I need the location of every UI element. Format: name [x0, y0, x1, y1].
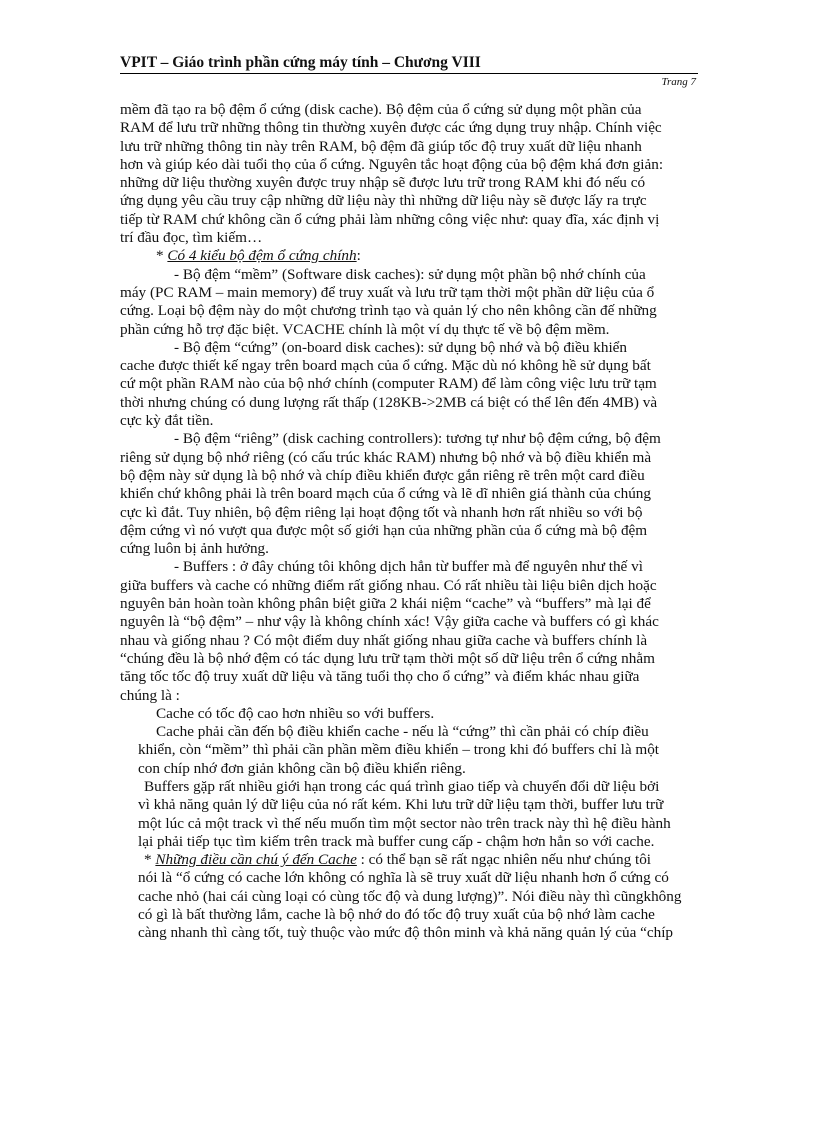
section-heading: Những điều cần chú ý đến Cache [155, 851, 357, 869]
text-line: nguyên bản hoàn toàn không phân biệt giữa 2 khái niệm “cache” và “buffers” mà lại để [120, 595, 651, 613]
text-line: đệm cứng vì nó vượt qua được một số giới hạn của những phần của ổ cứng mà bộ đệm [120, 521, 648, 539]
text-line: vì khả năng quản lý dữ liệu của nó rất kém. Khi lưu trữ dữ liệu tạm thời, buffer lưu trữ [138, 796, 664, 814]
text-line: - Bộ đệm “mềm” (Software disk caches): sử dụng một phần bộ nhớ chính của [174, 265, 646, 283]
text-line: mềm đã tạo ra bộ đệm ổ cứng (disk cache). Bộ đệm của ổ cứng sử dụng một phần của [120, 101, 642, 118]
text-line: nói là “ổ cứng có cache lớn không có nghĩa là sẽ truy xuất dữ liệu nhanh hơn ổ cứng có [138, 869, 669, 887]
line-text: : [356, 247, 361, 265]
text-line [120, 851, 698, 869]
text-line: “chúng đều là bộ nhớ đệm có tác dụng lưu trữ tạm thời một số dữ liệu trên ổ cứng nhằm [120, 649, 655, 667]
text-line: cực kỳ đắt tiền. [120, 412, 214, 430]
text-line: chúng là : [120, 686, 180, 704]
text-line: lại phải tiếp tục tìm kiếm trên track mà buffer cung cấp - chậm hơn hẳn so với cache. [138, 832, 655, 850]
page-number: Trang 7 [661, 76, 696, 88]
text-line: con chíp nhớ đơn giản không cần bộ điều khiển riêng. [138, 759, 466, 777]
text-line: cache nhỏ (hai cái cùng loại có cùng tốc độ và dung lượng)”. Nói điều này thì cũngkhông [138, 887, 682, 905]
text-line: thời nhưng chúng có dung lượng rất thấp (128KB->2MB cá biệt có thể lên đến 4MB) và [120, 393, 658, 411]
text-line: cực kì đắt. Tuy nhiên, bộ đệm riêng lại hoạt động tốt và nhanh hơn rất nhiều so với bộ [120, 503, 643, 521]
text-line: ứng dụng yêu cầu truy cập những dữ liệu này thì những dữ liệu này sẽ được lấy ra trực [120, 192, 647, 210]
text-line: cứng. Loại bộ đệm này do một chương trình tạo và quản lý cho nên không cần đế những [120, 302, 657, 320]
text-line: RAM để lưu trữ những thông tin thường xuyên được các ứng dụng truy nhập. Chính việc [120, 119, 662, 137]
text-line: khiển chứ không phải là trên board mạch của ổ cứng và lẽ dĩ nhiên giá thành của chúng [120, 485, 651, 503]
text-line: nhau và giống nhau ? Có một điểm duy nhất giống nhau giữa cache và buffers chính là [120, 631, 648, 649]
text-line: có gì là bất thường lắm, cache là bộ nhớ do đó tốc độ truy xuất của bộ nhớ làm cache [138, 906, 655, 924]
page-header-title: VPIT – Giáo trình phần cứng máy tính – Chương VIII [120, 54, 481, 71]
text-line: riêng sử dụng bộ nhớ riêng (có cấu trúc khác RAM) nhưng bộ nhớ và bộ điều khiển mà [120, 448, 652, 466]
text-line: giữa buffers và cache có những điểm rất giống nhau. Có rất nhiều tài liệu biên dịch hoặc [120, 576, 657, 594]
line-text: : có thể bạn sẽ rất ngạc nhiên nếu như chúng tôi [356, 851, 652, 869]
text-line: tăng tốc tốc độ truy xuất dữ liệu và tăng tuổi thọ cho ổ cứng” và điểm khác nhau giữa [120, 668, 640, 686]
text-line: hơn và giúp kéo dài tuổi thọ của ổ cứng. Nguyên tắc hoạt động của bộ đệm khá đơn giản: [120, 155, 664, 173]
text-line: những dữ liệu thường xuyên được truy nhập sẽ được lưu trữ trong RAM khi đó nếu có [120, 174, 646, 192]
text-line: phần cứng hỗ trợ đặc biệt. VCACHE chính là một ví dụ thực tế về bộ đệm mềm. [120, 320, 610, 338]
text-line: trí đầu đọc, tìm kiếm… [120, 229, 263, 247]
text-line: cứ một phần RAM nào của bộ nhớ chính (computer RAM) để làm công việc lưu trữ tạm [120, 375, 657, 393]
text-line: Cache phải cần đến bộ điều khiển cache - nếu là “cứng” thì cần phải có chíp điều [156, 723, 649, 741]
text-line: cache được thiết kế ngay trên board mạch của ổ cứng. Mặc dù nó không hề sử dụng bất [120, 357, 651, 375]
text-line: cứng luôn bị ảnh hưởng. [120, 540, 269, 558]
bullet-marker: * [156, 247, 168, 265]
text-line [120, 247, 698, 265]
text-line: - Buffers : ở đây chúng tôi không dịch hẳn từ buffer mà để nguyên như thế vì [174, 558, 643, 576]
text-line: máy (PC RAM – main memory) để truy xuất và lưu trữ tạm thời một phần dữ liệu của ổ [120, 283, 655, 301]
body-text [120, 101, 698, 943]
text-line: tiếp từ RAM chứ không cần ổ cứng phải làm những công việc như: quay đĩa, xác định vị [120, 210, 660, 228]
text-line: - Bộ đệm “riêng” (disk caching controllers): tương tự như bộ đệm cứng, bộ đệm [174, 430, 661, 448]
text-line: bộ đệm này sử dụng là bộ nhớ và chíp điều khiển được gắn riêng rẽ trên một card điều [120, 466, 645, 484]
text-line: Buffers gặp rất nhiều giới hạn trong các quá trình giao tiếp và chuyển đổi dữ liệu bởi [144, 777, 660, 795]
text-line: nguyên là “bộ đệm” – như vậy là không chính xác! Vậy giữa cache và buffers có gì khác [120, 613, 659, 631]
header-rule [120, 73, 698, 74]
text-line: khiển, còn “mềm” thì phải cần phần mềm điều khiển – trong khi đó buffers chỉ là một [138, 741, 660, 759]
section-heading: Có 4 kiểu bộ đệm ổ cứng chính [167, 247, 357, 265]
text-line: lưu trữ những thông tin này trên RAM, bộ đệm đã giúp tốc độ truy xuất dữ liệu nhanh [120, 137, 642, 155]
text-line: càng nhanh thì càng tốt, tuỳ thuộc vào mức độ thôn minh và khả năng quản lý của “chíp [138, 924, 674, 942]
text-line: - Bộ đệm “cứng” (on-board disk caches): sử dụng bộ nhớ và bộ điều khiển [174, 338, 628, 356]
text-line: một lúc cả một track vì thế nếu muốn tìm một sector nào trên track này thì hệ điều hành [138, 814, 671, 832]
text-line: Cache có tốc độ cao hơn nhiều so với buffers. [156, 704, 435, 722]
bullet-marker: * [144, 851, 156, 869]
